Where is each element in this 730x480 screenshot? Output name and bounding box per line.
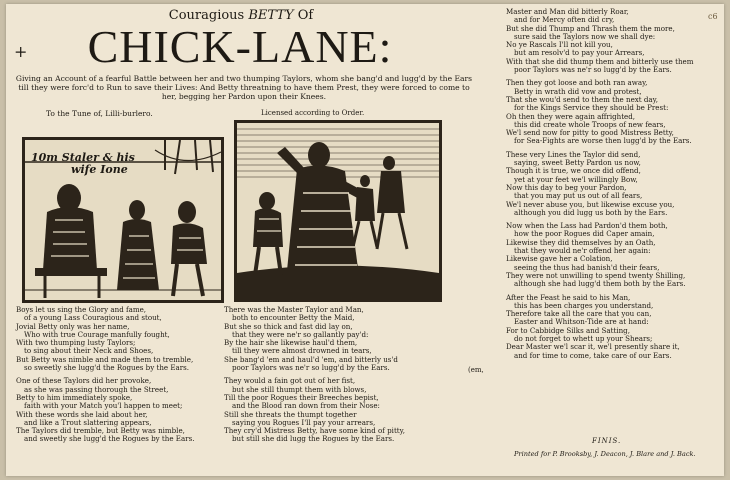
verse-line: But she did Thump and Thrash them the more, bbox=[506, 23, 675, 33]
verse-column-right bbox=[506, 8, 720, 365]
verse-line: yet at your feet we'l willingly Bow, bbox=[514, 174, 638, 184]
verse-column-middle bbox=[224, 306, 474, 449]
woodcut-left-label-line-2: wife Ione bbox=[71, 163, 128, 176]
stanza bbox=[16, 306, 221, 372]
verse-line: and for time to come, take care of our Ears. bbox=[514, 350, 672, 360]
finis-mark: FINIS. bbox=[592, 437, 622, 445]
verse-line: but am resolv'd to pay your Arrears, bbox=[514, 48, 645, 58]
verse-line: Betty in wrath did vow and protest, bbox=[514, 86, 642, 96]
verse-line: There was the Master Taylor and Man, bbox=[224, 305, 364, 314]
verse-line: poor Taylors was ne'r so lugg'd by the Ears. bbox=[232, 363, 390, 373]
woodcut-right-illustration bbox=[237, 123, 439, 299]
verse-line: this did create whole Troops of new fears, bbox=[514, 119, 666, 129]
verse-line: and for Mercy often did cry, bbox=[514, 15, 615, 25]
page-title: CHICK-LANE: bbox=[87, 21, 393, 72]
verse-line: for the Kings Service they should be Prest: bbox=[514, 103, 669, 113]
verse-line: We'l send now for pitty to good Mistress Betty, bbox=[506, 128, 674, 138]
subtitle: Giving an Account of a fearful Battle between her and two thumping Taylors, whom she bang'd and lugg'd by the Ears till they were forc'd to Run to save their Lives: And Betty threatning to have them Prest, they were forced to come to her, begging her Pardon upon their Knees. bbox=[15, 74, 473, 101]
title-name: BETTY bbox=[248, 8, 294, 23]
verse-line: and the Blood ran down from their Nose: bbox=[232, 401, 380, 411]
verse-line: till they were almost drowned in tears, bbox=[232, 346, 372, 356]
verse-line: But Betty was nimble and made them to tremble, bbox=[16, 354, 194, 364]
stanza bbox=[506, 8, 720, 74]
verse-line: Jovial Betty only was her name, bbox=[16, 321, 130, 331]
licensed-line: Licensed according to Order. bbox=[261, 109, 365, 117]
verse-line: After the Feast he said to his Man, bbox=[506, 292, 631, 302]
verse-line: They cry'd Mistress Betty, have some kind of pitty, bbox=[224, 426, 405, 436]
verse-line: saying, sweet Betty Pardon us now, bbox=[514, 158, 641, 168]
verse-line: this has been charges you understand, bbox=[514, 300, 654, 310]
verse-line: Easter and Whitson-Tide are at hand: bbox=[514, 317, 649, 327]
verse-line: Boys let us sing the Glory and fame, bbox=[16, 305, 147, 314]
verse-line: that they were ne'r so gallantly pay'd: bbox=[232, 329, 369, 339]
verse-line: Now this day to beg your Pardon, bbox=[506, 182, 627, 192]
verse-line: Master and Man did bitterly Roar, bbox=[506, 7, 629, 16]
verse-line: No ye Rascals I'll not kill you, bbox=[506, 40, 613, 50]
stanza bbox=[506, 294, 720, 360]
verse-line: although she had lugg'd them both by the Ears. bbox=[514, 279, 686, 289]
stanza bbox=[506, 79, 720, 145]
verse-line: so sweetly she lugg'd the Rogues by the Ears. bbox=[24, 363, 190, 373]
verse-line: saying you Rogues I'll pay your arrears, bbox=[232, 417, 376, 427]
verse-line: Likewise gave her a Colation, bbox=[506, 254, 613, 264]
verse-line: seeing the thus had banish'd their fears, bbox=[514, 262, 660, 272]
tune-line: To the Tune of, Lilli-burlero. bbox=[46, 109, 153, 118]
verse-line: as she was passing thorough the Street, bbox=[24, 384, 169, 394]
verse-line: to sing about their Neck and Shoes, bbox=[24, 346, 154, 356]
verse-line: faith with your Match you'l happen to meet; bbox=[24, 401, 183, 411]
verse-line: Who with true Courage manfully fought, bbox=[24, 329, 170, 339]
woodcut-left-label-line-1: 10m Staler & his bbox=[31, 151, 135, 164]
verse-line: By the hair she likewise haul'd them, bbox=[224, 338, 358, 348]
margin-mark: (em, bbox=[468, 366, 484, 374]
woodcut-left-label bbox=[31, 152, 135, 176]
verse-line: but still she did lugg the Rogues by the Ears. bbox=[232, 434, 395, 444]
verse-line: These very Lines the Taylor did send, bbox=[506, 149, 641, 159]
verse-line: how the poor Rogues did Caper amain, bbox=[514, 229, 655, 239]
verse-line: although you did lugg us both by the Ears. bbox=[514, 207, 668, 217]
stanza bbox=[506, 151, 720, 217]
verse-line: She bang'd 'em and haul'd 'em, and bitterly us'd bbox=[224, 354, 398, 364]
verse-line: With these words she laid about her, bbox=[16, 409, 148, 419]
verse-line: both to encounter Betty the Maid, bbox=[232, 313, 355, 323]
broadside-sheet bbox=[6, 4, 724, 476]
verse-line: Still she threats the thumpt together bbox=[224, 409, 357, 419]
verse-line: With two thumping lusty Taylors; bbox=[16, 338, 136, 348]
verse-line: The Taylors did tremble, but Betty was nimble, bbox=[16, 426, 185, 436]
verse-line: They would a fain got out of her fist, bbox=[224, 376, 356, 386]
stanza bbox=[224, 306, 474, 372]
title-suffix: Of bbox=[297, 8, 314, 23]
verse-line: Though it is true, we once did offend, bbox=[506, 166, 641, 176]
verse-line: sure said the Taylors now we shall dye: bbox=[514, 31, 656, 41]
verse-line: for Sea-Fights are worse then lugg'd by the Ears. bbox=[514, 136, 692, 146]
verse-line: of a young Lass Couragious and stout, bbox=[24, 313, 162, 323]
verse-line: and sweetly she lugg'd the Rogues by the Ears. bbox=[24, 434, 195, 444]
verse-line: Now when the Lass had Pardon'd them both, bbox=[506, 221, 668, 231]
archive-mark: c6 bbox=[708, 12, 718, 21]
verse-line: do not forget to whett up your Shears; bbox=[514, 333, 653, 343]
verse-line: But she so thick and fast did lay on, bbox=[224, 321, 353, 331]
verse-line: With that she did thump them and bitterly use them bbox=[506, 56, 694, 66]
verse-line: and like a Trout slattering appears, bbox=[24, 417, 152, 427]
printer-imprint: Printed for P. Brooksby, J. Deacon, J. Blare and J. Back. bbox=[514, 450, 696, 458]
verse-line: but she still thumpt them with blows, bbox=[232, 384, 367, 394]
verse-column-left bbox=[16, 306, 221, 449]
woodcut-left bbox=[22, 137, 224, 303]
verse-line: that you may put us out of all fears, bbox=[514, 191, 643, 201]
verse-line: We'l never abuse you, but likewise excuse you, bbox=[506, 199, 675, 209]
verse-line: Therefore take all the care that you can, bbox=[506, 309, 652, 319]
cross-mark: + bbox=[14, 42, 28, 61]
verse-line: that they would ne'r offend her again: bbox=[514, 246, 651, 256]
stanza bbox=[16, 377, 221, 443]
title-prefix: Couragious bbox=[168, 8, 245, 23]
verse-line: One of these Taylors did her provoke, bbox=[16, 376, 152, 386]
verse-line: Likewise they did themselves by an Oath, bbox=[506, 237, 656, 247]
verse-line: Oh then they were again affrighted, bbox=[506, 111, 636, 121]
verse-line: Dear Master we'l scar it, we'l presently share it, bbox=[506, 342, 680, 352]
stanza bbox=[224, 377, 474, 443]
verse-line: Then they got loose and both ran away, bbox=[506, 78, 648, 88]
verse-line: For to Cabbidge Silks and Satting, bbox=[506, 325, 630, 335]
stanza bbox=[506, 222, 720, 288]
woodcut-right bbox=[234, 120, 442, 302]
verse-line: That she wou'd send to them the next day, bbox=[506, 94, 658, 104]
verse-line: poor Taylors was ne'r so lugg'd by the Ears. bbox=[514, 65, 672, 75]
verse-line: They were not unwilling to spend twenty Shilling, bbox=[506, 270, 686, 280]
verse-line: Till the poor Rogues their Breeches bepist, bbox=[224, 392, 379, 402]
verse-line: Betty to him immediately spoke, bbox=[16, 392, 133, 402]
